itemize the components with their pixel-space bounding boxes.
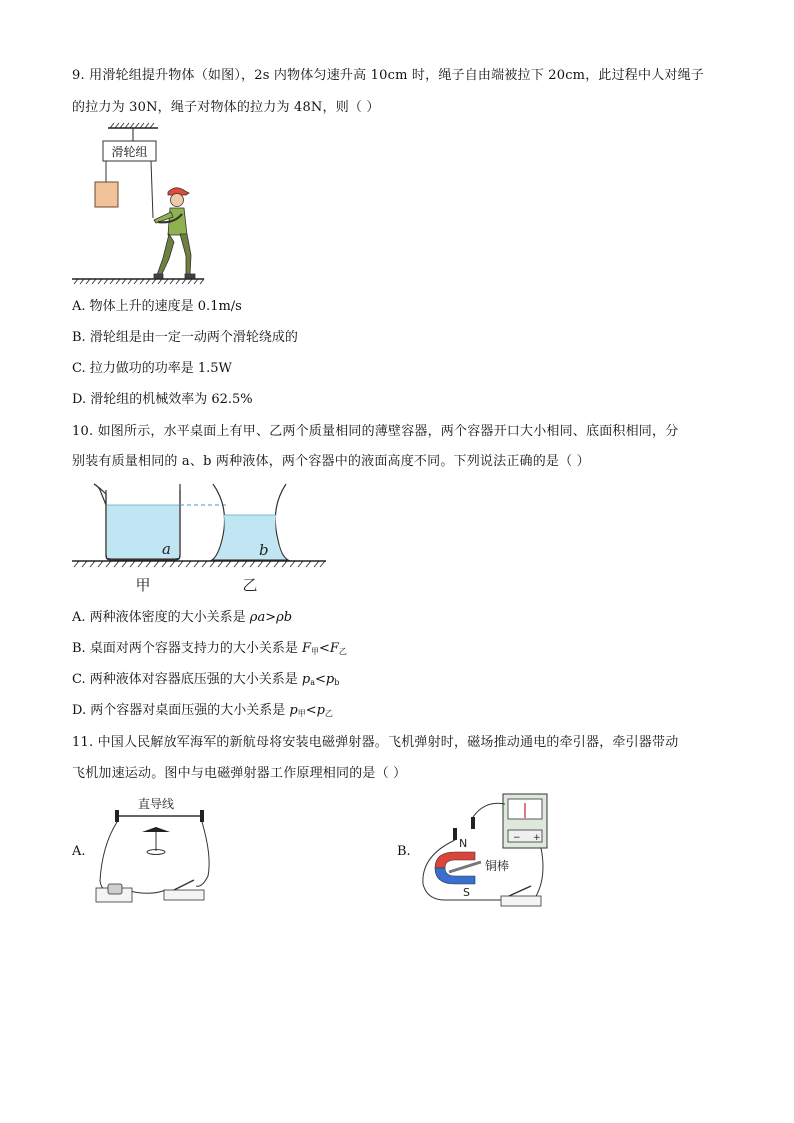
svg-text:+: +: [533, 833, 541, 843]
q10-option-c-p1: p: [301, 672, 311, 687]
q9-option-c[interactable]: C. 拉力做功的功率是 1.5W: [72, 361, 232, 376]
label-yi: 乙: [242, 576, 258, 594]
q10-option-b-sub1: 甲: [310, 647, 319, 656]
q10-option-b-sub2: 乙: [338, 647, 347, 656]
q10-option-b-text: B. 桌面对两个容器支持力的大小关系是: [72, 641, 302, 656]
q11-line-1: 11. 中国人民解放军海军的新航母将安装电磁弹射器。飞机弹射时，磁场推动通电的牵引器，牵引器带动: [72, 735, 679, 750]
q10-option-b-f2: F: [329, 641, 339, 656]
q10-option-a-expr: ρa>ρb: [249, 610, 293, 625]
q10-option-c-sub2: b: [334, 678, 340, 687]
q10-line-1: 10. 如图所示，水平桌面上有甲、乙两个质量相同的薄壁容器，两个容器开口大小相同、底面积相同，分: [72, 424, 679, 439]
q10-option-c-text: C. 两种液体对容器底压强的大小关系是: [72, 672, 302, 687]
q10-option-c-sub1: a: [310, 678, 315, 687]
q10-option-b-f1: F: [301, 641, 311, 656]
straight-wire-label: 直导线: [137, 797, 175, 811]
pulley-label: 滑轮组: [111, 145, 148, 159]
q10-option-d[interactable]: [72, 702, 333, 723]
q10-option-d-text: D. 两个容器对桌面压强的大小关系是: [72, 703, 290, 718]
liquid-b-label: b: [259, 541, 269, 559]
q10-option-d-sub2: 乙: [324, 709, 333, 718]
q10-option-a-text: A. 两种液体密度的大小关系是: [72, 610, 250, 625]
lifted-block: [95, 182, 118, 207]
q10-option-d-p2: p: [316, 703, 325, 718]
q10-option-d-sub1: 甲: [297, 709, 306, 718]
q10-option-c[interactable]: [72, 671, 339, 692]
q9-line-1: 9. 用滑轮组提升物体（如图），2s 内物体匀速升高 10cm 时，绳子自由端被拉下 20cm，此过程中人对绳子: [72, 68, 705, 83]
q10-option-a[interactable]: [72, 609, 292, 627]
pole-n-label: N: [459, 837, 468, 850]
q10-option-b-lt: <: [318, 641, 330, 656]
q9-option-a[interactable]: A. 物体上升的速度是 0.1m/s: [72, 299, 242, 314]
q9-line-2: 的拉力为 30N，绳子对物体的拉力为 48N，则（ ）: [72, 100, 380, 115]
compass-wire-figure: [90, 796, 220, 908]
q9-option-b[interactable]: B. 滑轮组是由一定一动两个滑轮绕成的: [72, 330, 298, 345]
q11-line-2: 飞机加速运动。图中与电磁弹射器工作原理相同的是（ ）: [72, 766, 407, 781]
free-rope-end: [151, 161, 153, 218]
pulley-figure: [70, 122, 210, 292]
q10-option-d-p1: p: [289, 703, 298, 718]
pole-s-label: S: [463, 886, 470, 899]
person-pulling: [154, 188, 195, 278]
liquid-a-label: a: [162, 540, 171, 558]
containers-figure: [70, 478, 330, 596]
liquid-b: [214, 515, 286, 559]
switch-b: [501, 896, 541, 906]
switch: [164, 890, 204, 900]
q10-line-2: 别装有质量相同的 a、b 两种液体，两个容器中的液面高度不同。下列说法正确的是（ ）: [72, 454, 590, 469]
copper-rod: [449, 862, 481, 872]
q9-option-d[interactable]: D. 滑轮组的机械效率为 62.5%: [72, 392, 253, 407]
q10-option-d-lt: <: [305, 703, 317, 718]
galvanometer-figure: [415, 790, 555, 912]
fig-a-letter[interactable]: A.: [72, 844, 86, 859]
fig-b-letter[interactable]: B.: [397, 844, 411, 859]
copper-rod-label: 铜棒: [485, 859, 510, 873]
q10-option-c-p2: p: [325, 672, 335, 687]
q10-option-c-lt: <: [315, 672, 326, 687]
svg-text:−: −: [513, 833, 521, 843]
q10-option-b[interactable]: [72, 640, 347, 661]
label-jia: 甲: [135, 576, 151, 594]
